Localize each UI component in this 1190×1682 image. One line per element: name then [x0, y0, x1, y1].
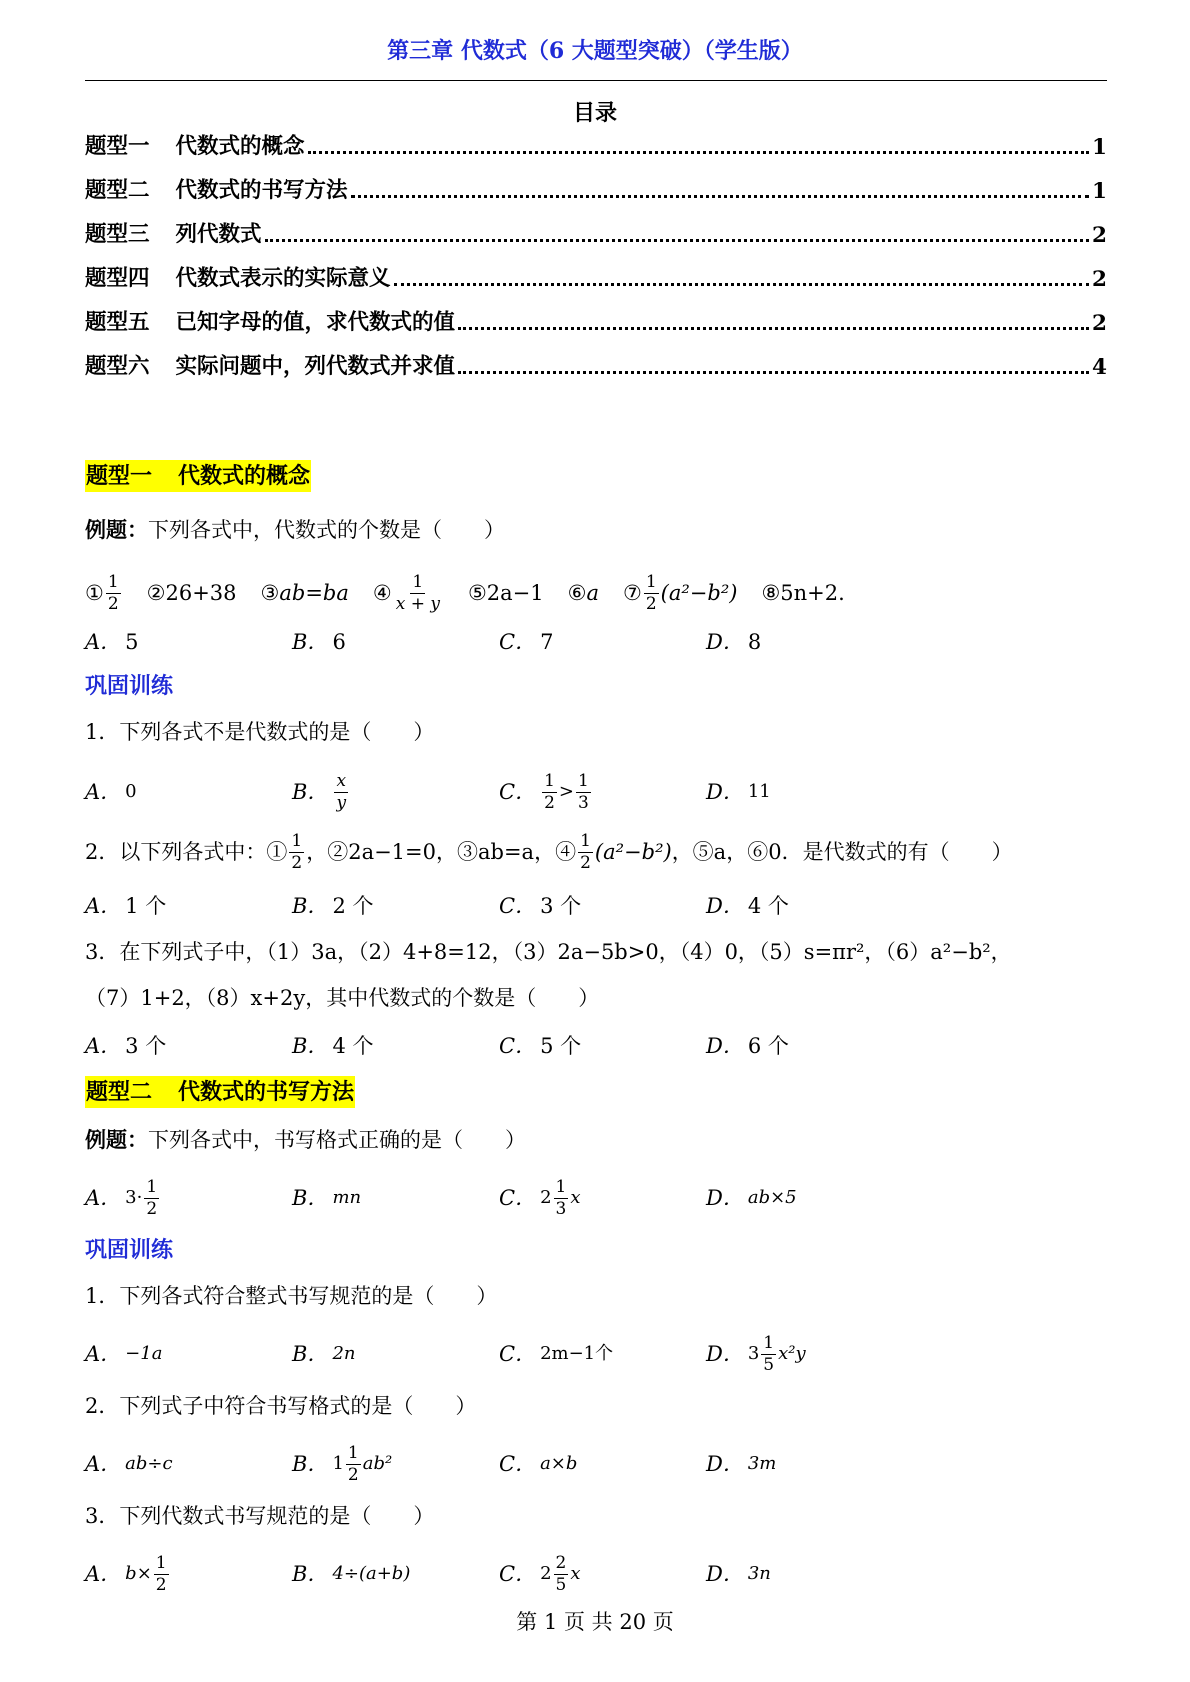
- option-a[interactable]: [85, 1030, 166, 1062]
- numerator: 1: [107, 571, 119, 592]
- toc-item-5[interactable]: [85, 306, 1107, 336]
- section-title: 代数式的概念: [178, 463, 311, 489]
- option-value: ab÷c: [125, 1453, 173, 1474]
- option-value: b×: [125, 1563, 152, 1584]
- option-letter: C．: [499, 1562, 537, 1586]
- numerator: x: [336, 770, 347, 791]
- option-letter: B．: [292, 1452, 329, 1476]
- option-a[interactable]: [85, 1442, 173, 1486]
- numerator: 1: [645, 571, 657, 592]
- option-c[interactable]: [499, 1176, 581, 1220]
- option-c[interactable]: [499, 1442, 577, 1486]
- option-value: x: [570, 1563, 581, 1584]
- item-5: ⑤2a−1: [467, 581, 544, 605]
- section-label: 题型二: [86, 1079, 153, 1105]
- option-letter: C．: [499, 1034, 537, 1058]
- option-value: x²y: [778, 1343, 806, 1364]
- option-letter: B．: [292, 780, 329, 804]
- denominator: 2: [580, 852, 591, 873]
- option-value: 5 个: [540, 1034, 582, 1058]
- denominator: 2: [291, 852, 303, 873]
- item-marker: ⑥: [567, 581, 587, 605]
- option-d[interactable]: [706, 1552, 771, 1596]
- option-d[interactable]: [706, 626, 761, 658]
- option-letter: A．: [85, 1452, 122, 1476]
- option-c[interactable]: [499, 1332, 613, 1376]
- question-text: ，⑤a，⑥0．是代数式的有（ ）: [671, 840, 1013, 864]
- option-a[interactable]: [85, 770, 137, 814]
- item-7-expr: (a²−b²): [660, 581, 738, 605]
- option-b[interactable]: [292, 770, 350, 814]
- expr: (a²−b²): [594, 840, 672, 864]
- gt-sign: >: [558, 781, 574, 802]
- option-letter: A．: [85, 1342, 122, 1366]
- fraction-half: [346, 1442, 361, 1485]
- option-letter: C．: [499, 1452, 537, 1476]
- numerator: 1: [580, 830, 591, 851]
- option-value: a×b: [540, 1453, 578, 1474]
- option-value: 7: [540, 630, 554, 654]
- option-value: 4 个: [332, 1034, 374, 1058]
- denominator: 3: [555, 1198, 567, 1219]
- numerator: 1: [347, 1442, 359, 1463]
- option-letter: B．: [292, 1342, 329, 1366]
- example-text: 下列各式中，代数式的个数是（ ）: [148, 518, 505, 542]
- toc-text: 列代数式: [175, 222, 262, 247]
- option-value: 11: [747, 781, 771, 802]
- option-a[interactable]: [85, 890, 166, 922]
- example-text: 下列各式中，书写格式正确的是（ ）: [148, 1128, 526, 1152]
- option-value: 0: [125, 781, 137, 802]
- option-letter: A．: [85, 1186, 122, 1210]
- option-value: mn: [332, 1187, 362, 1208]
- numerator: 1: [412, 571, 424, 592]
- option-letter: D．: [706, 1186, 744, 1210]
- toc-leader: [394, 283, 1090, 286]
- numerator: 2: [555, 1552, 567, 1573]
- option-b[interactable]: [292, 1552, 410, 1596]
- toc-text: 代数式的书写方法: [175, 178, 348, 203]
- toc-text: 实际问题中，列代数式并求值: [175, 354, 456, 379]
- option-letter: A．: [85, 630, 122, 654]
- option-value: 1 个: [125, 894, 167, 918]
- fraction-half: [106, 571, 121, 614]
- option-letter: A．: [85, 1034, 122, 1058]
- option-value: 2n: [332, 1343, 356, 1364]
- section-title: 代数式的书写方法: [178, 1079, 355, 1105]
- toc-leader: [265, 239, 1090, 242]
- option-letter: D．: [706, 1452, 744, 1476]
- toc-leader: [351, 195, 1090, 198]
- denominator: 2: [107, 593, 119, 614]
- fraction-two-fifths: [554, 1552, 569, 1595]
- option-value: 4÷(a+b): [332, 1563, 411, 1584]
- denominator: 2: [645, 593, 657, 614]
- option-a[interactable]: [85, 1176, 161, 1220]
- option-letter: B．: [292, 1562, 329, 1586]
- toc-item-3[interactable]: [85, 218, 1107, 248]
- toc-page: 4: [1092, 355, 1107, 380]
- question-text: 下列式子中符合书写格式的是（ ）: [119, 1394, 477, 1418]
- toc-text: 代数式表示的实际意义: [175, 266, 391, 291]
- question-num: 3．: [85, 1504, 120, 1528]
- option-b[interactable]: [292, 890, 373, 922]
- item-marker: ①: [85, 581, 104, 605]
- section-heading-1: [85, 460, 311, 492]
- fraction-x-over-y: [334, 770, 348, 813]
- page-footer: 第 1 页 共 20 页: [516, 1610, 674, 1634]
- document-title: 第三章 代数式（6 大题型突破）（学生版）: [387, 38, 803, 64]
- whole-part: 2: [540, 1563, 552, 1584]
- numerator: 1: [146, 1176, 158, 1197]
- toc-item-2[interactable]: [85, 174, 1107, 204]
- header-rule: [85, 80, 1107, 81]
- option-a[interactable]: [85, 1332, 162, 1376]
- denominator: 2: [155, 1574, 167, 1595]
- option-b[interactable]: [292, 1030, 373, 1062]
- question-2-1: [85, 1280, 497, 1312]
- question-num: 1．: [85, 1284, 120, 1308]
- example-items-1: [85, 568, 845, 618]
- option-letter: C．: [499, 630, 537, 654]
- option-a[interactable]: [85, 1552, 171, 1596]
- option-c[interactable]: [499, 890, 581, 922]
- toc-label: 题型四: [85, 266, 150, 291]
- question-text: ，②2a−1=0，③ab=a，④: [306, 840, 577, 864]
- option-value: 3 个: [540, 894, 582, 918]
- option-letter: C．: [499, 1342, 537, 1366]
- item-2: ②26+38: [146, 581, 237, 605]
- option-value: 5: [125, 630, 139, 654]
- item-marker: ④: [372, 581, 392, 605]
- toc-label: 题型二: [85, 178, 150, 203]
- section-label: 题型一: [86, 463, 153, 489]
- option-c[interactable]: [499, 626, 553, 658]
- option-letter: D．: [706, 1342, 744, 1366]
- denominator: 2: [347, 1464, 359, 1485]
- example-prefix: 例题：: [85, 517, 148, 542]
- option-b[interactable]: [292, 626, 346, 658]
- fraction-third: [554, 1176, 569, 1219]
- fraction-half: [289, 830, 304, 873]
- denominator: y: [336, 792, 347, 813]
- option-value: 3n: [747, 1563, 771, 1584]
- toc-text: 代数式的概念: [175, 134, 305, 159]
- option-a[interactable]: [85, 626, 139, 658]
- denominator: x + y: [395, 593, 440, 614]
- option-d[interactable]: [706, 1332, 806, 1376]
- question-2-2: [85, 1390, 476, 1422]
- option-value: 6: [332, 630, 346, 654]
- question-num: 1．: [85, 720, 120, 744]
- question-num: 2．: [85, 840, 120, 864]
- option-letter: C．: [499, 780, 537, 804]
- option-c[interactable]: [499, 770, 593, 814]
- whole-part: 1: [332, 1453, 344, 1474]
- option-letter: B．: [292, 1034, 329, 1058]
- numerator: 1: [155, 1552, 167, 1573]
- option-b[interactable]: [292, 1332, 355, 1376]
- question-1-1: [85, 716, 434, 748]
- whole-part: 3: [747, 1343, 760, 1364]
- item-6: a: [586, 581, 599, 605]
- toc-page: 2: [1092, 311, 1107, 336]
- option-value: −1a: [125, 1343, 163, 1364]
- option-letter: B．: [292, 894, 329, 918]
- option-value: 3m: [747, 1453, 777, 1474]
- numerator: 1: [578, 770, 589, 791]
- item-8: ⑧5n+2: [761, 581, 839, 605]
- fraction-1-over-xy: [394, 571, 442, 614]
- example-question-2: [85, 1124, 526, 1156]
- option-letter: D．: [706, 780, 744, 804]
- toc-item-1[interactable]: [85, 130, 1107, 160]
- toc-page: 2: [1092, 223, 1107, 248]
- option-letter: D．: [706, 1034, 744, 1058]
- fraction-half: [144, 1176, 159, 1219]
- item-3: ab=ba: [279, 581, 349, 605]
- period: .: [838, 581, 845, 605]
- numerator: 1: [544, 770, 555, 791]
- question-1-2: [85, 830, 1013, 874]
- numerator: 1: [763, 1332, 775, 1353]
- option-letter: C．: [499, 894, 537, 918]
- numerator: 1: [555, 1176, 567, 1197]
- option-value: 4 个: [747, 894, 789, 918]
- toc-label: 题型三: [85, 222, 150, 247]
- option-d[interactable]: [706, 890, 789, 922]
- example-question-1: [85, 514, 505, 546]
- example-prefix: 例题：: [85, 1127, 148, 1152]
- option-letter: D．: [706, 630, 744, 654]
- section-heading-2: [85, 1076, 355, 1108]
- question-num: 2．: [85, 1394, 120, 1418]
- toc-label: 题型五: [85, 310, 150, 335]
- whole-part: 2: [540, 1187, 552, 1208]
- fraction-half: [154, 1552, 169, 1595]
- option-letter: A．: [85, 1562, 122, 1586]
- question-text: 在下列式子中，（1）3a，（2）4+8=12，（3）2a−5b>0，（4）0，（5）s=πr²，（6）a²−b²，: [119, 940, 1012, 964]
- option-letter: B．: [292, 1186, 329, 1210]
- option-value: 3 个: [125, 1034, 167, 1058]
- option-d[interactable]: [706, 1176, 797, 1220]
- denominator: 5: [763, 1354, 775, 1375]
- option-c[interactable]: [499, 1552, 581, 1596]
- option-value: 2m−1个: [540, 1343, 614, 1364]
- fraction-half: [542, 770, 557, 813]
- option-value: ab²: [362, 1453, 393, 1474]
- toc-text: 已知字母的值，求代数式的值: [175, 310, 456, 335]
- question-text: 以下列各式中：①: [119, 840, 288, 864]
- toc-leader: [308, 151, 1090, 154]
- option-c[interactable]: [499, 1030, 581, 1062]
- toc-page: 1: [1092, 179, 1107, 204]
- denominator: 2: [146, 1198, 158, 1219]
- item-marker: ⑦: [623, 581, 642, 605]
- option-letter: B．: [292, 630, 329, 654]
- numerator: 1: [291, 830, 303, 851]
- item-marker: ③: [260, 581, 280, 605]
- denominator: 5: [555, 1574, 567, 1595]
- toc-leader: [458, 371, 1089, 374]
- option-value: 6 个: [747, 1034, 789, 1058]
- practice-title-1: 巩固训练: [85, 673, 174, 699]
- denominator: 3: [578, 792, 589, 813]
- toc-label: 题型一: [85, 134, 150, 159]
- option-letter: A．: [85, 780, 122, 804]
- question-num: 3．: [85, 940, 120, 964]
- toc-title: 目录: [572, 100, 617, 126]
- option-b[interactable]: [292, 1176, 361, 1220]
- toc-page: 1: [1092, 135, 1107, 160]
- question-2-3: [85, 1500, 434, 1532]
- practice-title-2: 巩固训练: [85, 1237, 174, 1263]
- toc-item-6[interactable]: [85, 350, 1107, 380]
- option-value: 8: [747, 630, 762, 654]
- toc-item-4[interactable]: [85, 262, 1107, 292]
- option-d[interactable]: [706, 1442, 776, 1486]
- option-b[interactable]: [292, 1442, 392, 1486]
- option-letter: A．: [85, 894, 122, 918]
- option-letter: D．: [706, 894, 744, 918]
- fraction-third: [576, 770, 591, 813]
- option-d[interactable]: [706, 770, 771, 814]
- option-value: 2 个: [332, 894, 374, 918]
- toc-label: 题型六: [85, 354, 150, 379]
- question-1-3-cont: （7）1+2，（8）x+2y，其中代数式的个数是（ ）: [85, 986, 600, 1010]
- option-value: x: [570, 1187, 581, 1208]
- fraction-fifth: [761, 1332, 776, 1375]
- question-text: 下列各式不是代数式的是（ ）: [119, 720, 435, 744]
- option-value: ab×5: [747, 1187, 797, 1208]
- denominator: 2: [544, 792, 555, 813]
- toc-leader: [458, 327, 1089, 330]
- option-d[interactable]: [706, 1030, 789, 1062]
- fraction-half: [578, 830, 593, 873]
- question-text: 下列各式符合整式书写规范的是（ ）: [119, 1284, 498, 1308]
- question-1-3: [85, 936, 1012, 968]
- option-value: 3·: [125, 1187, 143, 1208]
- toc-page: 2: [1092, 267, 1107, 292]
- option-letter: C．: [499, 1186, 537, 1210]
- option-letter: D．: [706, 1562, 744, 1586]
- fraction-half: [644, 571, 659, 614]
- question-text: 下列代数式书写规范的是（ ）: [119, 1504, 435, 1528]
